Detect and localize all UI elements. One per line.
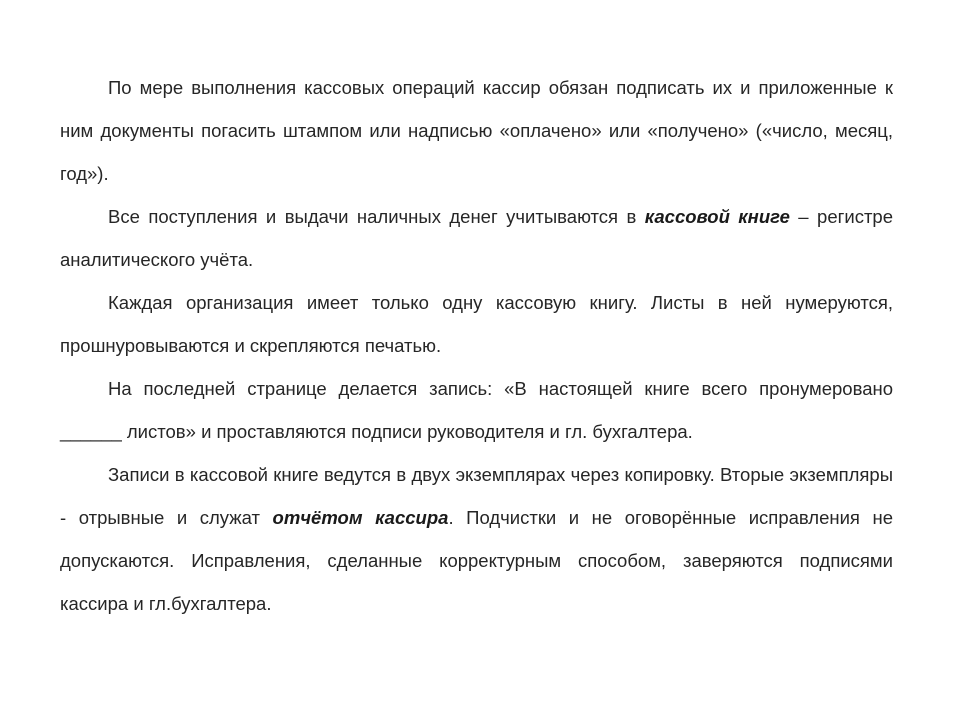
paragraph-text: Каждая организация имеет только одну кассовую книгу. Листы в ней нумеруются, прошнуровываются и скрепляются печатью. — [60, 292, 893, 356]
emphasis-cash-book: кассовой книге — [644, 206, 790, 227]
paragraph-one-book — [60, 281, 893, 367]
paragraph-cash-book — [60, 195, 893, 281]
paragraph-cash-operations — [60, 66, 893, 195]
paragraph-copies — [60, 453, 904, 625]
paragraph-text-after: . Подчистки и не оговорённые исправления не допускаются. Исправления, сделанные корректурным способом, заверяются подписями кассира и гл.бухгалтера. — [60, 507, 894, 614]
paragraph-text-after: – регистре аналитического учёта. — [60, 206, 893, 270]
slide-text-body — [60, 66, 904, 625]
paragraph-text-before: Записи в кассовой книге ведутся в двух экземплярах через копировку. Вторые экземпляры - отрывные и служат — [60, 464, 904, 528]
paragraph-last-page — [60, 367, 893, 453]
paragraph-text: По мере выполнения кассовых операций кассир обязан подписать их и приложенные к ним документы погасить штампом или надписью «оплачено» или «получено» («число, месяц, год»). — [60, 77, 893, 184]
paragraph-text: На последней странице делается запись: «В настоящей книге всего пронумеровано ______ листов» и проставляются подписи руководителя и гл. бухгалтера. — [60, 378, 893, 442]
emphasis-cashier-report: отчётом кассира — [272, 507, 449, 528]
paragraph-text-before: Все поступления и выдачи наличных денег учитываются в — [108, 206, 645, 227]
